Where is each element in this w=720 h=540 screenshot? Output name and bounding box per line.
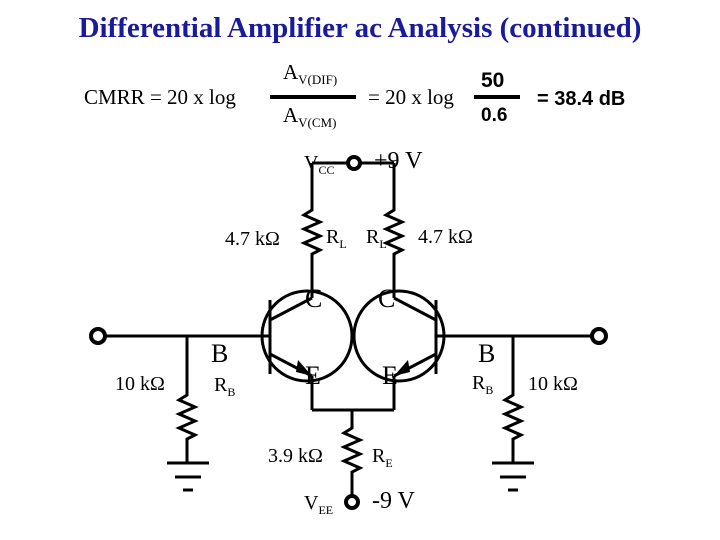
collector-right-label: C xyxy=(378,284,396,313)
slide-title: Differential Amplifier ac Analysis (continued) xyxy=(78,12,642,44)
cmrr-label: CMRR = 20 x log xyxy=(84,85,236,109)
rl-left-value: 4.7 kΩ xyxy=(225,228,280,250)
left-input-terminal xyxy=(91,329,105,343)
vee-terminal xyxy=(346,496,358,508)
rb-right-value: 10 kΩ xyxy=(528,373,578,395)
base-left-label: B xyxy=(211,339,229,368)
base-right-label: B xyxy=(478,339,496,368)
cmrr-result: = 38.4 dB xyxy=(537,88,626,110)
emitter-right-label: E xyxy=(382,361,398,390)
rb-right-label: $R_B$ xyxy=(472,372,494,397)
av-dif-numerator: $A_{V(DIF)}$ xyxy=(283,60,338,87)
rb-left-resistor xyxy=(179,336,195,463)
vcc-terminal xyxy=(348,157,360,169)
re-label: $R_E$ xyxy=(372,445,393,470)
vcc-label: $V_{CC}$ xyxy=(304,152,335,177)
rl-right-resistor xyxy=(386,163,402,298)
q2-transistor-circle xyxy=(354,291,444,381)
rb-left-label: $R_B$ xyxy=(214,374,236,399)
rb-right-resistor xyxy=(505,336,521,463)
re-resistor xyxy=(344,410,360,497)
re-value: 3.9 kΩ xyxy=(268,445,323,467)
collector-left-label: C xyxy=(305,284,323,313)
right-input-terminal xyxy=(592,329,606,343)
rl-right-value: 4.7 kΩ xyxy=(418,226,473,248)
rl-right-label: $R_L$ xyxy=(366,226,387,251)
vee-label: $V_{EE}$ xyxy=(304,492,334,517)
rl-left-resistor xyxy=(304,163,320,298)
rb-left-value: 10 kΩ xyxy=(115,373,165,395)
equals-20-log: = 20 x log xyxy=(368,85,454,109)
av-cm-denominator: $A_{V(CM)}$ xyxy=(283,103,337,130)
denominator-value: 0.6 xyxy=(481,105,508,126)
numerator-value: 50 xyxy=(481,69,505,92)
vee-voltage: -9 V xyxy=(372,488,415,514)
emitter-left-label: E xyxy=(305,361,321,390)
vcc-voltage: +9 V xyxy=(374,148,423,174)
rl-left-label: $R_L$ xyxy=(326,226,347,251)
